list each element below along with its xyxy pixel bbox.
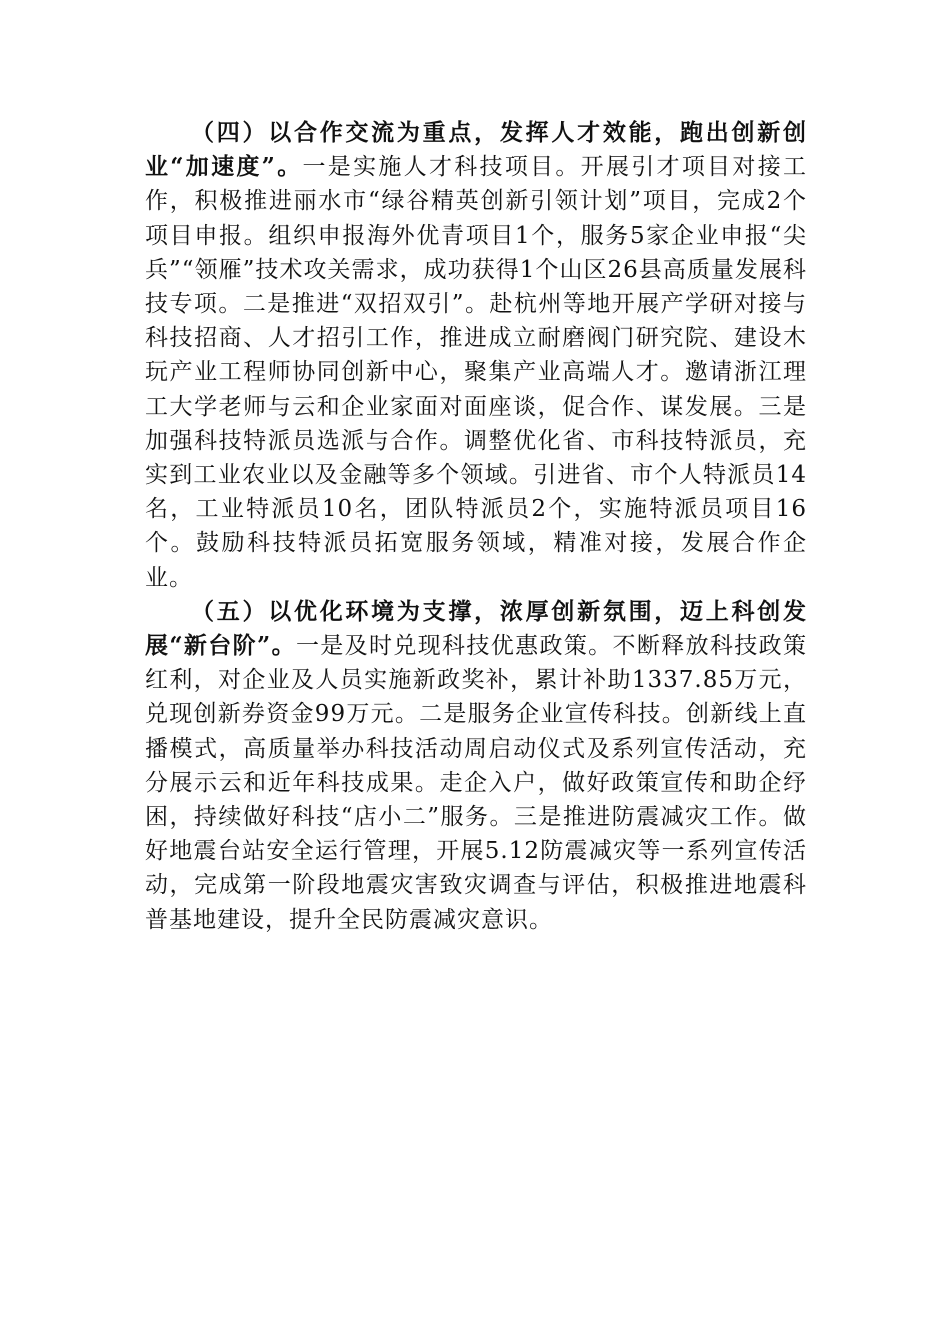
paragraph-text: 一是及时兑现科技优惠政策。不断释放科技政策红利，对企业及人员实施新政奖补，累计补助1337.85万元，兑现创新券资金99万元。二是服务企业宣传科技。创新线上直播模式，高质量举办科技活动周启动仪式及系列宣传活动，充分展示云和近年科技成果。走企入户，做好政策宣传和助企纾困，持续做好科技“店小二”服务。三是推进防震减灾工作。做好地震台站安全运行管理，开展5.12防震减灾等一系列宣传活动，完成第一阶段地震灾害致灾调查与评估，积极推进地震科普基地建设，提升全民防震减灾意识。: [145, 633, 807, 933]
paragraph-cooperation-exchange: [145, 116, 807, 595]
document-body: [145, 116, 807, 937]
paragraph-text: 一是实施人才科技项目。开展引才项目对接工作，积极推进丽水市“绿谷精英创新引领计划”项目，完成2个项目申报。组织申报海外优青项目1个，服务5家企业申报“尖兵”“领雁”技术攻关需求，成功获得1个山区26县高质量发展科技专项。二是推进“双招双引”。赴杭州等地开展产学研对接与科技招商、人才招引工作，推进成立耐磨阀门研究院、建设木玩产业工程师协同创新中心，聚集产业高端人才。邀请浙江理工大学老师与云和企业家面对面座谈，促合作、谋发展。三是加强科技特派员选派与合作。调整优化省、市科技特派员，充实到工业农业以及金融等多个领域。引进省、市个人特派员14名，工业特派员10名，团队特派员2个，实施特派员项目16个。鼓励科技特派员拓宽服务领域，精准对接，发展合作企业。: [145, 154, 808, 591]
paragraph-heading: （四）以合作交流为重点，发挥人才效能，跑出创新创业“加速度”。: [145, 119, 807, 181]
paragraph-heading: （五）以优化环境为支撑，浓厚创新氛围，迈上科创发展“新台阶”。: [145, 597, 807, 660]
paragraph-optimize-environment: [145, 595, 807, 937]
